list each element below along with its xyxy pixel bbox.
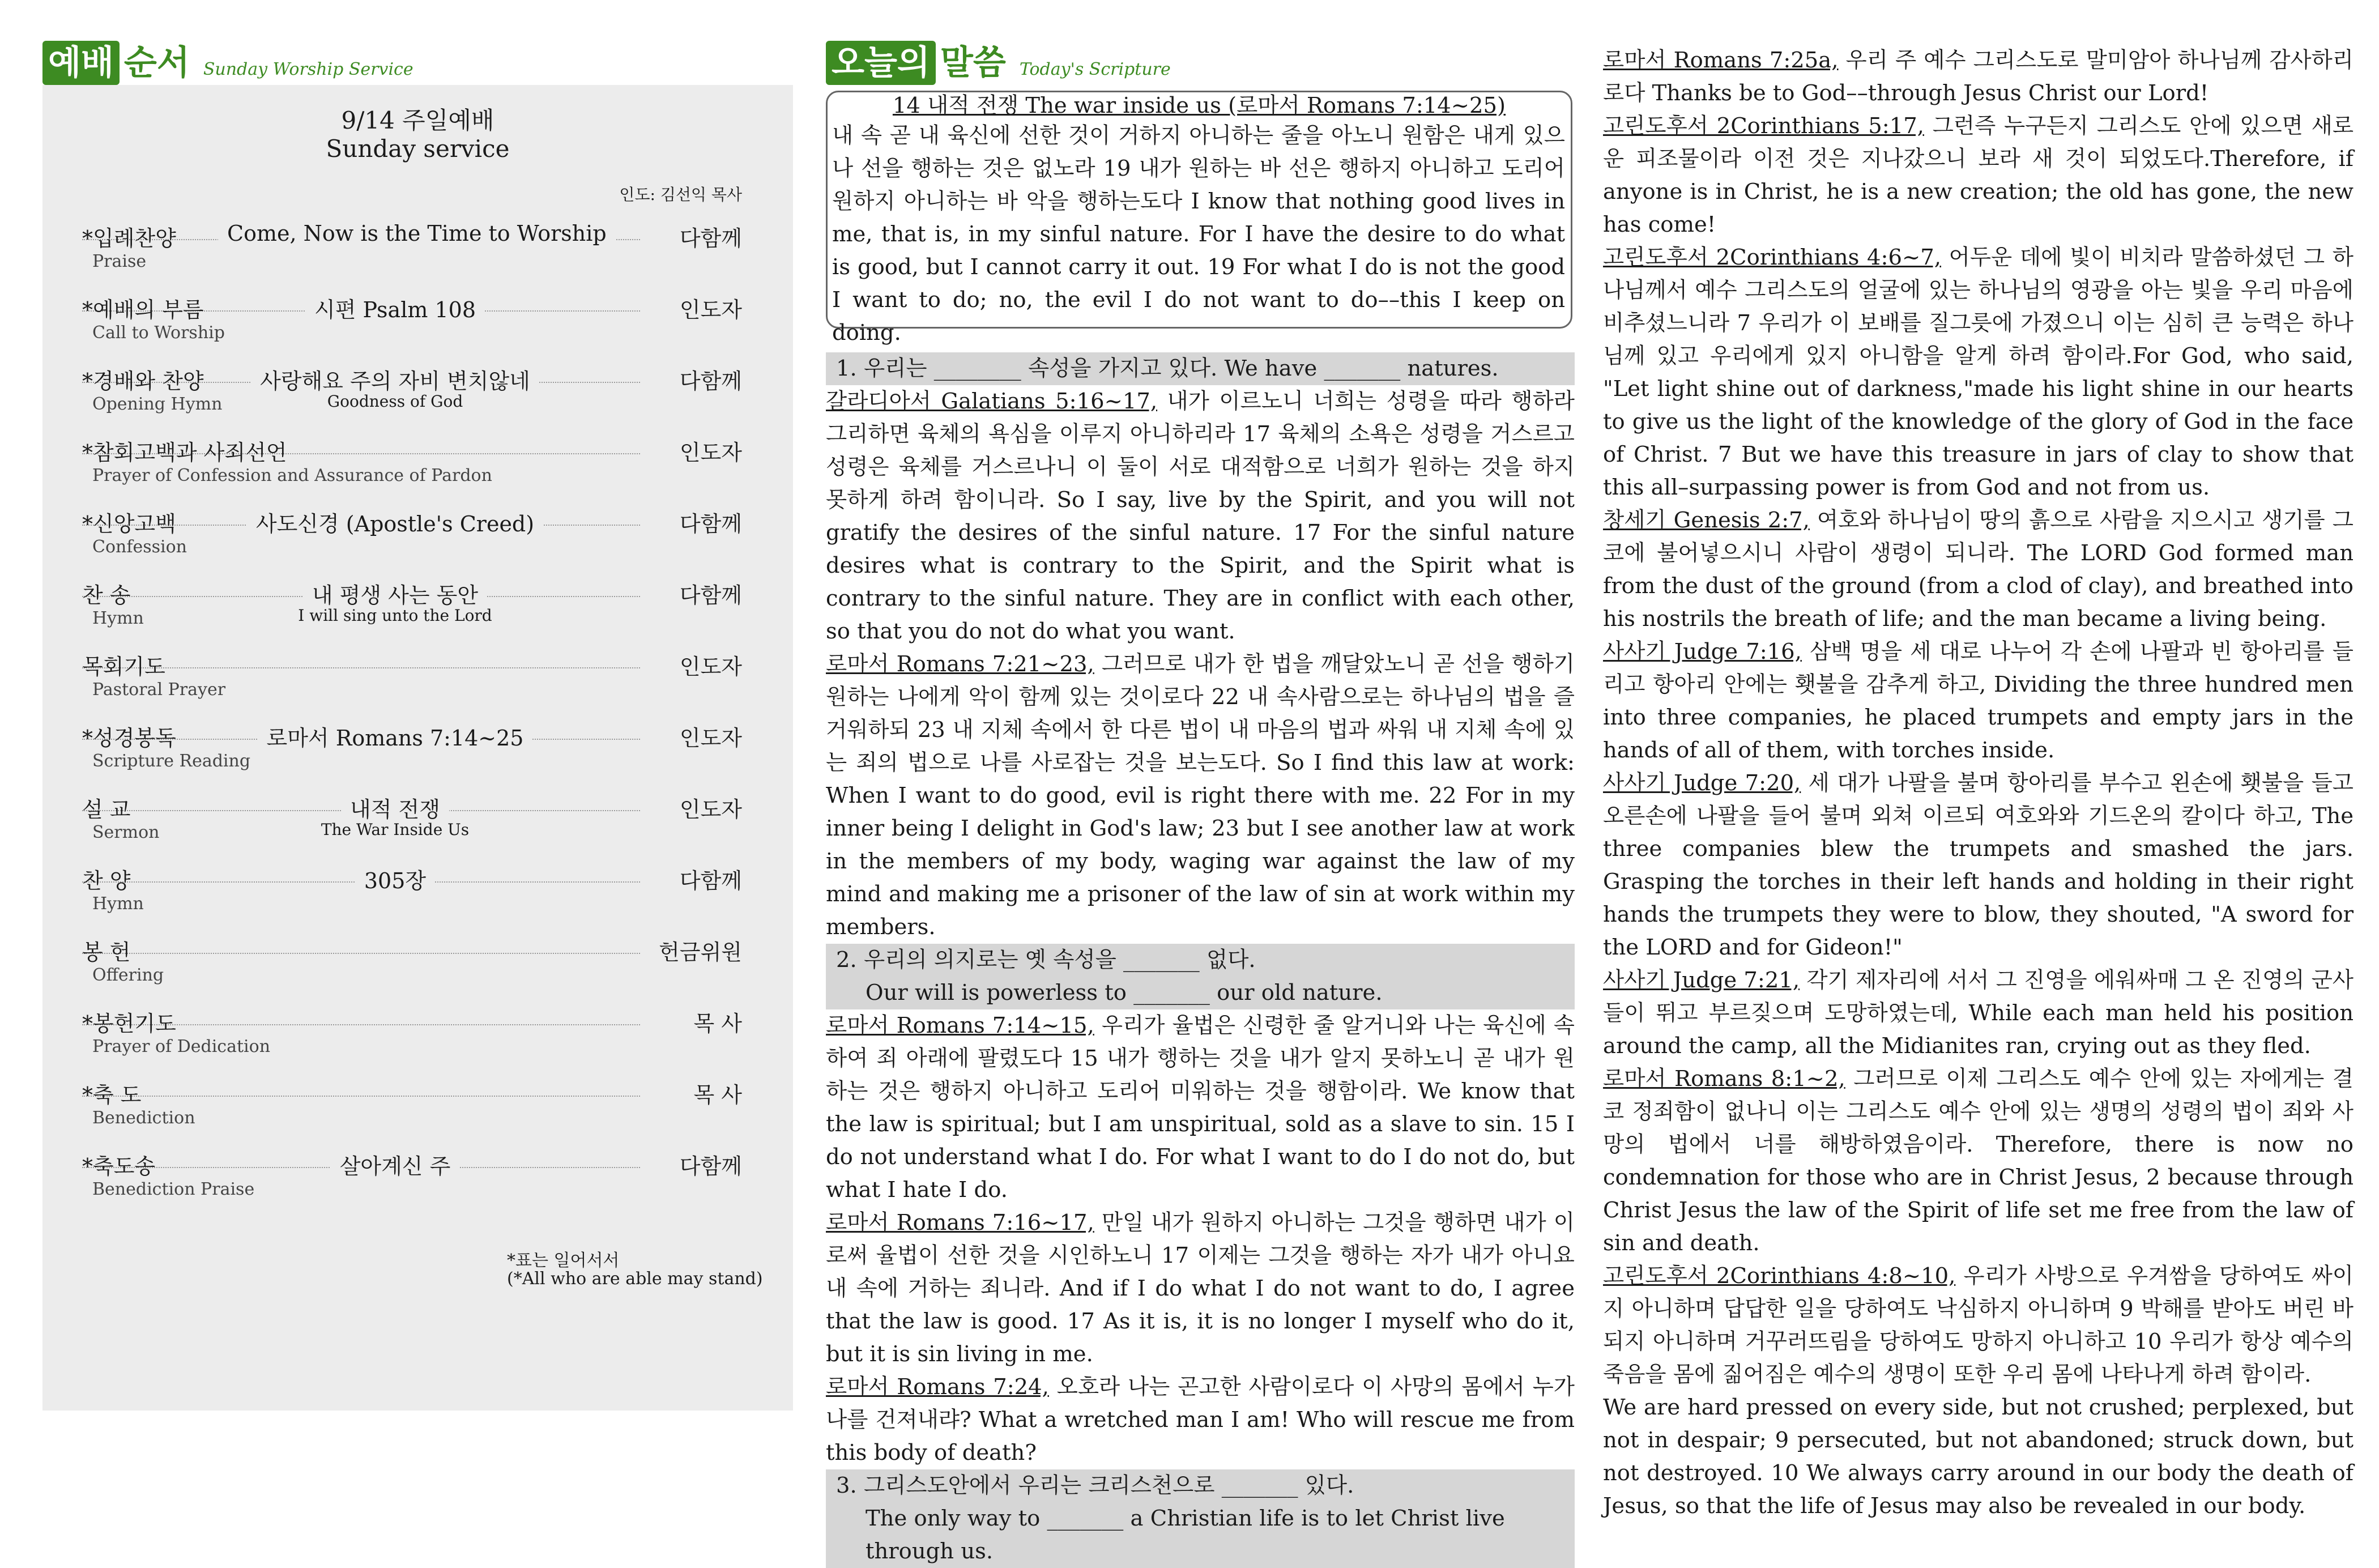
row-participant: 목 사 [693, 1083, 742, 1107]
service-row [82, 863, 742, 931]
service-row [82, 578, 742, 646]
header-green-text: 말씀 [940, 43, 1006, 83]
row-title-ko: *봉헌기도 [82, 1011, 176, 1036]
scripture-title: 14 내적 전쟁 The war inside us (로마서 Romans 7:14~25) [892, 93, 1506, 118]
question-3-en: The only way to _______ a Christian life is to let Christ live through us. [866, 1506, 1505, 1564]
row-participant: 다함께 [679, 226, 742, 251]
header-box-text: 예배 [42, 41, 120, 85]
row-participant: 인도자 [679, 654, 742, 679]
row-title-en: Hymn [92, 608, 144, 628]
passage-romans-7-16 [826, 1207, 1575, 1371]
passage-galatians [826, 385, 1575, 648]
passage-ref: 로마서 Romans 8:1~2, [1603, 1066, 1845, 1092]
row-participant: 다함께 [679, 583, 742, 608]
passage-ref: 로마서 Romans 7:21~23, [826, 651, 1094, 677]
standing-note-en: (*All who are able may stand) [507, 1269, 763, 1289]
passage-text: 그런즉 누구든지 그리스도 안에 있으면 새로운 피조물이라 이전 것은 지나갔으니 보라 새 것이 되었도다.Therefore, if anyone is in Christ, he is a new creation; the old has gone, the new has come! [1603, 113, 2354, 237]
row-participant: 인도자 [679, 440, 742, 465]
header-green-text: 순서 [123, 43, 190, 83]
question-2-en: Our will is powerless to _______ our old nature. [866, 980, 1383, 1005]
passage-text: 각기 제자리에 서서 그 진영을 에워싸매 그 온 진영의 군사들이 뛰고 부르짖으며 도망하였는데, While each man held his position around the camp, all the Midianites ran, crying out as they fled. [1603, 968, 2354, 1059]
passage-text: 만일 내가 원하지 아니하는 그것을 행하면 내가 이로써 율법이 선한 것을 시인하노니 17 이제는 그것을 행하는 자가 내가 아니요 내 속에 거하는 죄니라. And if I do what I do not want to do, I agree that the law is good. 17 As it is, it is no longer I myself who do it, but it is sin living in me. [826, 1210, 1575, 1367]
passage-ref: 고린도후서 2Corinthians 5:17, [1603, 113, 1924, 139]
passage-ref: 로마서 Romans 7:14~15, [826, 1013, 1094, 1038]
row-title-ko: *신앙고백 [82, 512, 176, 536]
service-title-en: Sunday service [326, 135, 510, 163]
passage-judges-7-20 [1603, 767, 2354, 964]
row-participant: 인도자 [679, 297, 742, 322]
passage-ref: 갈라디아서 Galatians 5:16~17, [826, 389, 1158, 414]
passage-judges-7-16 [1603, 636, 2354, 767]
header-script-text: Today's Scripture [1019, 59, 1171, 79]
service-row [82, 935, 742, 1003]
question-2: 2. 우리의 의지로는 옛 속성을 _______ 없다. [836, 947, 1256, 973]
question-3-block [826, 1469, 1575, 1568]
dotted-leader-line [82, 1096, 640, 1097]
row-title-ko: *예배의 부름 [82, 297, 204, 322]
row-title-ko: *성경봉독 [82, 726, 176, 751]
passage-romans-7-24 [826, 1371, 1575, 1469]
row-participant: 목 사 [693, 1011, 742, 1036]
service-row [82, 792, 742, 860]
row-item-text: 305장 [355, 868, 435, 893]
row-title-ko: *입례찬양 [82, 226, 176, 251]
passage-text: 우리 주 예수 그리스도로 말미암아 하나님께 감사하리로다 Thanks be to God––through Jesus Christ our Lord! [1603, 48, 2354, 106]
row-item [218, 506, 572, 538]
row-item [218, 578, 572, 609]
row-title-ko: *참회고백과 사죄선언 [82, 440, 287, 465]
passage-romans-8-1 [1603, 1063, 2354, 1260]
passage-ref: 창세기 Genesis 2:7, [1603, 508, 1810, 533]
passage-text: 우리가 사방으로 우겨쌈을 당하여도 싸이지 아니하며 답답한 일을 당하여도 낙심하지 아니하며 9 박해를 받아도 버린 바 되지 아니하며 거꾸러뜨림을 당하여도 망하지 아니하고 10 우리가 항상 예수의 죽음을 몸에 짊어짐은 예수의 생명이 또한 우리 몸에 나타나게 하려 함이라. [1603, 1263, 2354, 1387]
passage-ref: 사사기 Judge 7:16, [1603, 639, 1802, 664]
order-of-worship-header [42, 41, 413, 85]
service-date-title: 9/14 주일예배 [341, 106, 494, 134]
row-item-text: 사랑해요 주의 자비 변치않네 [251, 369, 539, 394]
row-title-en: Pastoral Prayer [92, 680, 226, 700]
passage-text: 그러므로 이제 그리스도 예수 안에 있는 자에게는 결코 정죄함이 없나니 이는 그리스도 예수 안에 있는 생명의 성령의 법이 죄와 사망의 법에서 너를 해방하였음이라. Therefore, there is now no condemnation for those who are in Christ Jesus, 2 because through Christ Jesus the law of the Spirit of life set me free from the law of sin and death. [1603, 1066, 2354, 1256]
row-item [218, 721, 572, 752]
row-title-en: Hymn [92, 894, 144, 914]
row-participant: 인도자 [679, 797, 742, 822]
row-participant: 헌금위원 [659, 940, 742, 965]
scripture-box [826, 91, 1572, 346]
row-title-ko: *경배와 찬양 [82, 369, 204, 394]
service-row [82, 1077, 742, 1145]
standing-note-ko: *표는 일어서서 [507, 1251, 620, 1271]
row-title-en: Scripture Reading [92, 751, 251, 771]
dotted-leader-line [82, 953, 640, 954]
passage-judges-7-21 [1603, 964, 2354, 1063]
service-row [82, 1149, 742, 1217]
row-title-ko: 설 교 [82, 797, 131, 822]
row-item-text: 시편 Psalm 108 [305, 297, 485, 322]
passage-text: 여호와 하나님이 땅의 흙으로 사람을 지으시고 생기를 그 코에 불어넣으시니 사람이 생령이 되니라. The LORD God formed man from the dust of the ground (from a clod of clay), and breathed into his nostrils the breath of life; and the man became a living being. [1603, 508, 2354, 632]
row-item-subtitle: I will sing unto the Lord [298, 606, 492, 625]
passage-text: 오호라 나는 곤고한 사람이로다 이 사망의 몸에서 누가 나를 건져내랴? What a wretched man I am! Who will rescue me from this body of death? [826, 1374, 1575, 1465]
dotted-leader-line [82, 667, 640, 668]
row-title-ko: *축도송 [82, 1154, 156, 1179]
scripture-body: 내 속 곧 내 육신에 선한 것이 거하지 아니하는 줄을 아노니 원함은 내게 있으나 선을 행하는 것은 없노라 19 내가 원하는 바 선은 행하지 아니하고 도리어 원하지 아니하는 바 악을 행하는도다 I know that nothing good lives in me, that is, in my sinful nature. For I have the desire to do what is good, but I cannot carry it out. 19 For what I do is not the good I want to do; no, the evil I do not want to do––this I keep on doing. [832, 123, 1565, 346]
header-box-text: 오늘의 [826, 41, 936, 85]
row-participant: 다함께 [679, 512, 742, 536]
row-title-en: Opening Hymn [92, 394, 223, 414]
passage-romans-7-25 [1603, 44, 2354, 110]
service-row [82, 649, 742, 717]
passage-ref: 로마서 Romans 7:16~17, [826, 1210, 1094, 1235]
row-item-text: Come, Now is the Time to Worship [218, 221, 616, 246]
row-item [218, 221, 607, 246]
row-item [218, 364, 572, 395]
service-row [82, 364, 742, 432]
todays-scripture-header [826, 41, 1171, 85]
row-participant: 다함께 [679, 868, 742, 893]
row-item [218, 292, 572, 323]
passage-2cor-4-6 [1603, 241, 2354, 504]
row-title-ko: 찬 송 [82, 583, 131, 608]
row-title-ko: 찬 양 [82, 868, 131, 893]
row-title-ko: *축 도 [82, 1083, 142, 1107]
passage-text: 우리가 율법은 신령한 줄 알거니와 나는 육신에 속하여 죄 아래에 팔렸도다 15 내가 행하는 것을 내가 알지 못하노니 곧 내가 원하는 것은 행하지 아니하고 도리어 미워하는 것을 행함이라. We know that the law is spiritual; but I am unspiritual, sold as a slave to sin. 15 I do not understand what I do. For what I want to do I do not do, but what I hate I do. [826, 1013, 1575, 1203]
row-item-subtitle: The War Inside Us [321, 820, 470, 839]
passage-ref: 로마서 Romans 7:25a, [1603, 48, 1839, 73]
question-3: 3. 그리스도안에서 우리는 크리스천으로 _______ 있다. [836, 1473, 1354, 1498]
sermon-notes-column [826, 352, 1575, 1568]
passage-text: 삼백 명을 세 대로 나누어 각 손에 나팔과 빈 항아리를 들리고 항아리 안에는 횃불을 감추게 하고, Dividing the three hundred men into three companies, he placed trumpets and empty jars in the hands of all of them, with torches inside. [1603, 639, 2354, 763]
row-item [218, 1149, 572, 1180]
row-title-en: Benediction [92, 1108, 195, 1128]
passage-ref: 사사기 Judge 7:20, [1603, 770, 1801, 796]
service-row [82, 1006, 742, 1074]
question-1: 1. 우리는 ________ 속성을 가지고 있다. We have _______ natures. [826, 352, 1575, 385]
passage-2cor-4-8 [1603, 1260, 2354, 1391]
row-title-en: Confession [92, 537, 187, 557]
row-title-ko: 목회기도 [82, 654, 165, 679]
passage-text: 세 대가 나팔을 불며 항아리를 부수고 왼손에 횃불을 들고 오른손에 나팔을 들어 불며 외쳐 이르되 여호와와 기드온의 칼이다 하고, The three companies blew the trumpets and smashed the jars. Grasping the torches in their left hands and holding in their right hands the trumpets they were to blow, they shouted, "A sword for the LORD and for Gideon!" [1603, 770, 2354, 960]
service-row [82, 435, 742, 503]
row-title-en: Prayer of Confession and Assurance of Pardon [92, 466, 492, 485]
row-title-en: Offering [92, 965, 164, 985]
row-title-en: Benediction Praise [92, 1179, 255, 1199]
row-item-subtitle: Goodness of God [327, 392, 463, 411]
passage-romans-7-14 [826, 1009, 1575, 1207]
row-title-en: Call to Worship [92, 323, 225, 343]
passage-text: 어두운 데에 빛이 비치라 말씀하셨던 그 하나님께서 예수 그리스도의 얼굴에 있는 하나님의 영광을 아는 빛을 우리 마음에 비추셨느니라 7 우리가 이 보배를 질그릇에 가졌으니 이는 심히 큰 능력은 하나님께 있고 우리에게 있지 아니함을 알게 하려 함이라.For God, who said, "Let light shine out of darkness,"made his light shine in our hearts to give us the light of the knowledge of the glory of God in the face of Christ. 7 But we have this treasure in jars of clay to show that this all–surpassing power is from God and not from us. [1603, 245, 2354, 500]
passage-ref: 사사기 Judge 7:21, [1603, 968, 1800, 993]
passage-ref: 로마서 Romans 7:24, [826, 1374, 1049, 1400]
service-row [82, 506, 742, 574]
row-title-en: Prayer of Dedication [92, 1037, 271, 1056]
service-row [82, 721, 742, 789]
row-item-text: 살아계신 주 [331, 1154, 460, 1179]
service-row [82, 221, 742, 289]
row-item-text: 내 평생 사는 동안 [303, 583, 487, 608]
service-order-panel [42, 85, 793, 1411]
question-2-block [826, 944, 1575, 1009]
passage-2cor-5-17 [1603, 110, 2354, 241]
passage-text: 내가 이르노니 너희는 성령을 따라 행하라 그리하면 육체의 욕심을 이루지 아니하리라 17 육체의 소욕은 성령을 거스르고 성령은 육체를 거스르나니 이 둘이 서로 대적함으로 너희가 원하는 것을 하지 못하게 하려 함이니라. So I say, live by the Spirit, and you will not gratify the desires of the sinful nature. 17 For the sinful nature desires what is contrary to the Spirit, and the Spirit what is contrary to the sinful nature. They are in conflict with each other, so that you do not do what you want. [826, 389, 1575, 644]
passage-genesis-2-7 [1603, 504, 2354, 636]
scripture-references-column [1603, 44, 2354, 1523]
row-title-ko: 봉 헌 [82, 940, 131, 965]
row-title-en: Praise [92, 252, 147, 271]
row-participant: 인도자 [679, 726, 742, 751]
row-title-en: Sermon [92, 823, 160, 842]
passage-text: 그러므로 내가 한 법을 깨달았노니 곧 선을 행하기 원하는 나에게 악이 함께 있는 것이로다 22 내 속사람으로는 하나님의 법을 즐거워하되 23 내 지체 속에서 한 다른 법이 내 마음의 법과 싸워 내 지체 속에 있는 죄의 법으로 나를 사로잡는 것을 보는도다. So I find this law at work: When I want to do good, evil is right there with me. 22 For in my inner being I delight in God's law; 23 but I see another law at work in the members of my body, waging war against the law of my mind and making me a prisoner of the law of sin at work within my members. [826, 651, 1575, 940]
row-participant: 다함께 [679, 1154, 742, 1179]
row-item-text: 내적 전쟁 [341, 797, 449, 822]
row-item-text: 로마서 Romans 7:14~25 [258, 726, 533, 751]
passage-2cor-4-8-en: We are hard pressed on every side, but not crushed; perplexed, but not in despair; 9 persecuted, but not abandoned; struck down, but not destroyed. 10 We always carry around in our body the death of Jesus, so that the life of Jesus may also be revealed in our body. [1603, 1395, 2354, 1519]
service-leader: 인도: 김선익 목사 [619, 185, 742, 204]
service-row [82, 292, 742, 360]
passage-romans-7-21 [826, 648, 1575, 944]
header-script-text: Sunday Worship Service [203, 59, 413, 79]
passage-ref: 고린도후서 2Corinthians 4:8~10, [1603, 1263, 1956, 1289]
row-item [218, 792, 572, 823]
row-item [218, 863, 572, 894]
passage-ref: 고린도후서 2Corinthians 4:6~7, [1603, 245, 1941, 270]
row-item-text: 사도신경 (Apostle's Creed) [247, 512, 543, 536]
row-participant: 다함께 [679, 369, 742, 394]
